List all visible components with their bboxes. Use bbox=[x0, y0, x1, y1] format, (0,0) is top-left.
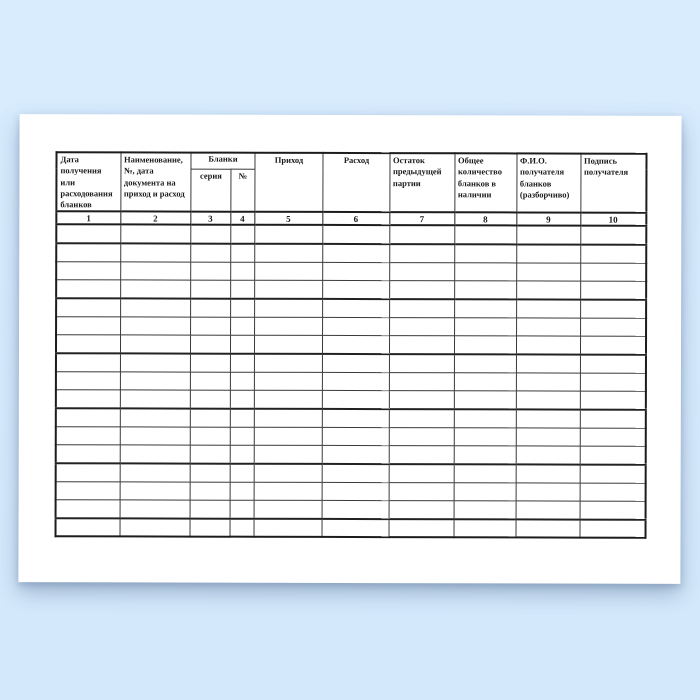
table-cell bbox=[190, 262, 230, 280]
table-cell bbox=[190, 464, 230, 482]
table-cell bbox=[580, 501, 646, 520]
table-cell bbox=[389, 482, 454, 501]
table-cell bbox=[56, 243, 120, 262]
table-row bbox=[56, 243, 646, 263]
table-cell bbox=[230, 280, 254, 298]
table-cell bbox=[190, 482, 230, 500]
table-cell bbox=[389, 409, 454, 428]
column-number-cell: 10 bbox=[580, 213, 646, 226]
table-cell bbox=[254, 409, 322, 428]
table-cell bbox=[516, 428, 580, 447]
table-cell bbox=[230, 390, 254, 408]
table-cell bbox=[56, 316, 120, 335]
table-cell bbox=[454, 446, 516, 465]
table-row bbox=[56, 371, 646, 391]
table-cell bbox=[254, 427, 322, 446]
table-cell bbox=[120, 262, 190, 281]
table-cell bbox=[120, 225, 190, 244]
table-cell bbox=[454, 464, 516, 483]
table-cell bbox=[580, 299, 646, 318]
table-cell bbox=[580, 373, 646, 392]
table-cell bbox=[389, 446, 454, 465]
table-body bbox=[56, 225, 647, 538]
header-cell-document: Наименование, №, дата документа на приход и расход bbox=[120, 152, 190, 212]
table-cell bbox=[516, 519, 580, 538]
table-cell bbox=[454, 519, 516, 538]
table-cell bbox=[322, 501, 389, 520]
table-cell bbox=[516, 354, 580, 373]
header-cell-number: № bbox=[230, 169, 254, 212]
table-cell bbox=[230, 464, 254, 482]
table-cell bbox=[580, 244, 646, 263]
column-number-cell: 3 bbox=[190, 212, 230, 225]
table-row bbox=[56, 280, 646, 300]
table-cell bbox=[322, 427, 389, 446]
table-cell bbox=[56, 518, 120, 537]
table-cell bbox=[580, 391, 646, 410]
table-cell bbox=[56, 280, 120, 299]
table-cell bbox=[230, 427, 254, 445]
table-cell bbox=[230, 225, 254, 243]
column-number-cell: 8 bbox=[454, 213, 516, 226]
table-cell bbox=[56, 225, 120, 244]
table-cell bbox=[230, 299, 254, 317]
table-cell bbox=[580, 336, 646, 355]
table-cell bbox=[322, 244, 389, 263]
table-row bbox=[56, 445, 646, 465]
table-cell bbox=[120, 445, 190, 464]
table-cell bbox=[56, 371, 120, 390]
table-cell bbox=[254, 299, 322, 318]
table-cell bbox=[120, 427, 190, 446]
table-cell bbox=[190, 298, 230, 316]
table-cell bbox=[389, 317, 454, 336]
table-cell bbox=[580, 226, 646, 245]
table-cell bbox=[230, 317, 254, 335]
table-cell bbox=[230, 445, 254, 463]
paper-sheet bbox=[18, 114, 681, 584]
table-cell bbox=[190, 243, 230, 261]
table-cell bbox=[389, 372, 454, 391]
table-cell bbox=[254, 354, 322, 373]
table-cell bbox=[56, 261, 120, 280]
table-cell bbox=[454, 317, 516, 336]
table-cell bbox=[120, 500, 190, 519]
table-cell bbox=[389, 501, 454, 520]
table-cell bbox=[516, 336, 580, 355]
table-cell bbox=[120, 372, 190, 391]
table-cell bbox=[254, 482, 322, 501]
table-cell bbox=[190, 427, 230, 445]
table-cell bbox=[254, 262, 322, 281]
table-row bbox=[56, 316, 646, 336]
table-cell bbox=[454, 501, 516, 520]
table-cell bbox=[516, 244, 580, 263]
table-cell bbox=[454, 281, 516, 300]
table-header bbox=[56, 152, 646, 226]
table-cell bbox=[516, 318, 580, 337]
table-cell bbox=[120, 390, 190, 409]
table-cell bbox=[454, 373, 516, 392]
table-cell bbox=[322, 482, 389, 501]
table-cell bbox=[120, 280, 190, 299]
table-cell bbox=[516, 263, 580, 282]
table-cell bbox=[190, 409, 230, 427]
table-cell bbox=[516, 281, 580, 300]
table-row bbox=[56, 353, 646, 373]
table-cell bbox=[254, 372, 322, 391]
table-cell bbox=[454, 244, 516, 263]
table-cell bbox=[120, 298, 190, 317]
table-cell bbox=[230, 500, 254, 518]
table-cell bbox=[230, 372, 254, 390]
table-cell bbox=[56, 408, 120, 427]
column-number-cell: 1 bbox=[56, 212, 120, 225]
table-cell bbox=[322, 299, 389, 318]
table-cell bbox=[389, 427, 454, 446]
table-cell bbox=[254, 280, 322, 299]
table-cell bbox=[322, 335, 389, 354]
table-cell bbox=[389, 244, 454, 263]
table-cell bbox=[454, 336, 516, 355]
table-cell bbox=[254, 225, 322, 244]
header-cell-blanks-group: Бланки bbox=[190, 153, 254, 170]
table-cell bbox=[230, 262, 254, 280]
table-cell bbox=[56, 298, 120, 317]
table-cell bbox=[580, 428, 646, 447]
table-cell bbox=[322, 225, 389, 244]
table-cell bbox=[120, 243, 190, 262]
table-cell bbox=[190, 390, 230, 408]
column-number-cell: 2 bbox=[120, 212, 190, 225]
table-cell bbox=[254, 317, 322, 336]
table-cell bbox=[322, 446, 389, 465]
blank-forms-ledger-table bbox=[55, 151, 648, 539]
table-cell bbox=[56, 482, 120, 501]
table-cell bbox=[254, 390, 322, 409]
table-cell bbox=[580, 354, 646, 373]
table-cell bbox=[230, 354, 254, 372]
header-cell-series: серия bbox=[190, 169, 230, 212]
table-cell bbox=[389, 226, 454, 245]
table-cell bbox=[389, 519, 454, 538]
table-row bbox=[56, 463, 646, 483]
table-cell bbox=[580, 410, 646, 429]
table-cell bbox=[254, 335, 322, 354]
table-cell bbox=[120, 353, 190, 372]
table-cell bbox=[454, 226, 516, 245]
table-cell bbox=[254, 244, 322, 263]
column-number-cell: 4 bbox=[230, 212, 254, 225]
table-cell bbox=[254, 519, 322, 538]
table-cell bbox=[580, 263, 646, 282]
table-cell bbox=[516, 373, 580, 392]
table-cell bbox=[322, 280, 389, 299]
header-cell-recipient-signature: Подпись получателя bbox=[580, 154, 646, 214]
table-cell bbox=[580, 281, 646, 300]
table-cell bbox=[56, 353, 120, 372]
table-cell bbox=[120, 335, 190, 354]
table-cell bbox=[190, 335, 230, 353]
table-cell bbox=[322, 391, 389, 410]
table-cell bbox=[56, 445, 120, 464]
table-cell bbox=[254, 500, 322, 519]
table-cell bbox=[322, 519, 389, 538]
column-number-cell: 9 bbox=[516, 213, 580, 226]
table-cell bbox=[389, 299, 454, 318]
table-row bbox=[56, 335, 646, 355]
table-cell bbox=[56, 335, 120, 354]
table-cell bbox=[389, 281, 454, 300]
table-cell bbox=[580, 446, 646, 465]
table-cell bbox=[516, 299, 580, 318]
table-cell bbox=[56, 426, 120, 445]
table-cell bbox=[322, 372, 389, 391]
table-row bbox=[56, 261, 646, 281]
table-cell bbox=[516, 501, 580, 520]
table-cell bbox=[454, 391, 516, 410]
table-cell bbox=[190, 225, 230, 243]
table-cell bbox=[454, 483, 516, 502]
header-cell-date: Дата получения или расходования бланков bbox=[56, 152, 120, 212]
table-cell bbox=[120, 482, 190, 501]
table-row bbox=[56, 298, 646, 318]
table-cell bbox=[580, 465, 646, 484]
table-cell bbox=[580, 520, 646, 539]
table-cell bbox=[516, 464, 580, 483]
table-cell bbox=[120, 463, 190, 482]
table-cell bbox=[190, 445, 230, 463]
table-cell bbox=[389, 262, 454, 281]
table-cell bbox=[389, 391, 454, 410]
table-cell bbox=[454, 299, 516, 318]
table-cell bbox=[454, 409, 516, 428]
table-cell bbox=[120, 518, 190, 537]
table-cell bbox=[454, 354, 516, 373]
table-cell bbox=[190, 317, 230, 335]
table-cell bbox=[230, 482, 254, 500]
table-cell bbox=[516, 483, 580, 502]
table-row bbox=[56, 518, 646, 538]
table-cell bbox=[454, 428, 516, 447]
table-cell bbox=[190, 280, 230, 298]
table-cell bbox=[322, 409, 389, 428]
header-cell-income: Приход bbox=[254, 153, 322, 213]
table-cell bbox=[516, 391, 580, 410]
table-cell bbox=[516, 226, 580, 245]
header-cell-expense: Расход bbox=[322, 153, 389, 213]
table-cell bbox=[322, 317, 389, 336]
table-row bbox=[56, 408, 646, 428]
table-row bbox=[56, 225, 646, 245]
table-cell bbox=[56, 390, 120, 409]
header-row-top bbox=[56, 152, 646, 170]
table-cell bbox=[454, 262, 516, 281]
table-cell bbox=[322, 464, 389, 483]
table-cell bbox=[190, 500, 230, 518]
table-cell bbox=[580, 318, 646, 337]
table-cell bbox=[389, 464, 454, 483]
table-row bbox=[56, 500, 646, 520]
table-cell bbox=[56, 463, 120, 482]
column-number-cell: 7 bbox=[389, 213, 454, 226]
table-row bbox=[56, 426, 646, 446]
table-cell bbox=[230, 335, 254, 353]
table-cell bbox=[516, 409, 580, 428]
table-cell bbox=[230, 244, 254, 262]
table-cell bbox=[190, 372, 230, 390]
table-cell bbox=[120, 408, 190, 427]
header-cell-previous-batch-remainder: Остаток предыдущей партии bbox=[389, 153, 454, 213]
table-cell bbox=[389, 354, 454, 373]
column-number-cell: 5 bbox=[254, 212, 322, 225]
column-number-cell: 6 bbox=[322, 212, 389, 225]
table-cell bbox=[56, 500, 120, 519]
table-cell bbox=[230, 519, 254, 537]
table-cell bbox=[230, 409, 254, 427]
header-cell-total-quantity: Общее количество бланков в наличии bbox=[454, 153, 516, 213]
table-cell bbox=[254, 464, 322, 483]
table-cell bbox=[190, 353, 230, 371]
table-row bbox=[56, 390, 646, 410]
table-cell bbox=[322, 354, 389, 373]
table-cell bbox=[389, 336, 454, 355]
table-cell bbox=[580, 483, 646, 502]
table-cell bbox=[190, 519, 230, 537]
table-row bbox=[56, 482, 646, 502]
table-cell bbox=[322, 262, 389, 281]
table-cell bbox=[516, 446, 580, 465]
table-cell bbox=[120, 317, 190, 336]
table-cell bbox=[254, 445, 322, 464]
header-cell-recipient-name: Ф.И.О. получателя бланков (разборчиво) bbox=[516, 153, 580, 213]
